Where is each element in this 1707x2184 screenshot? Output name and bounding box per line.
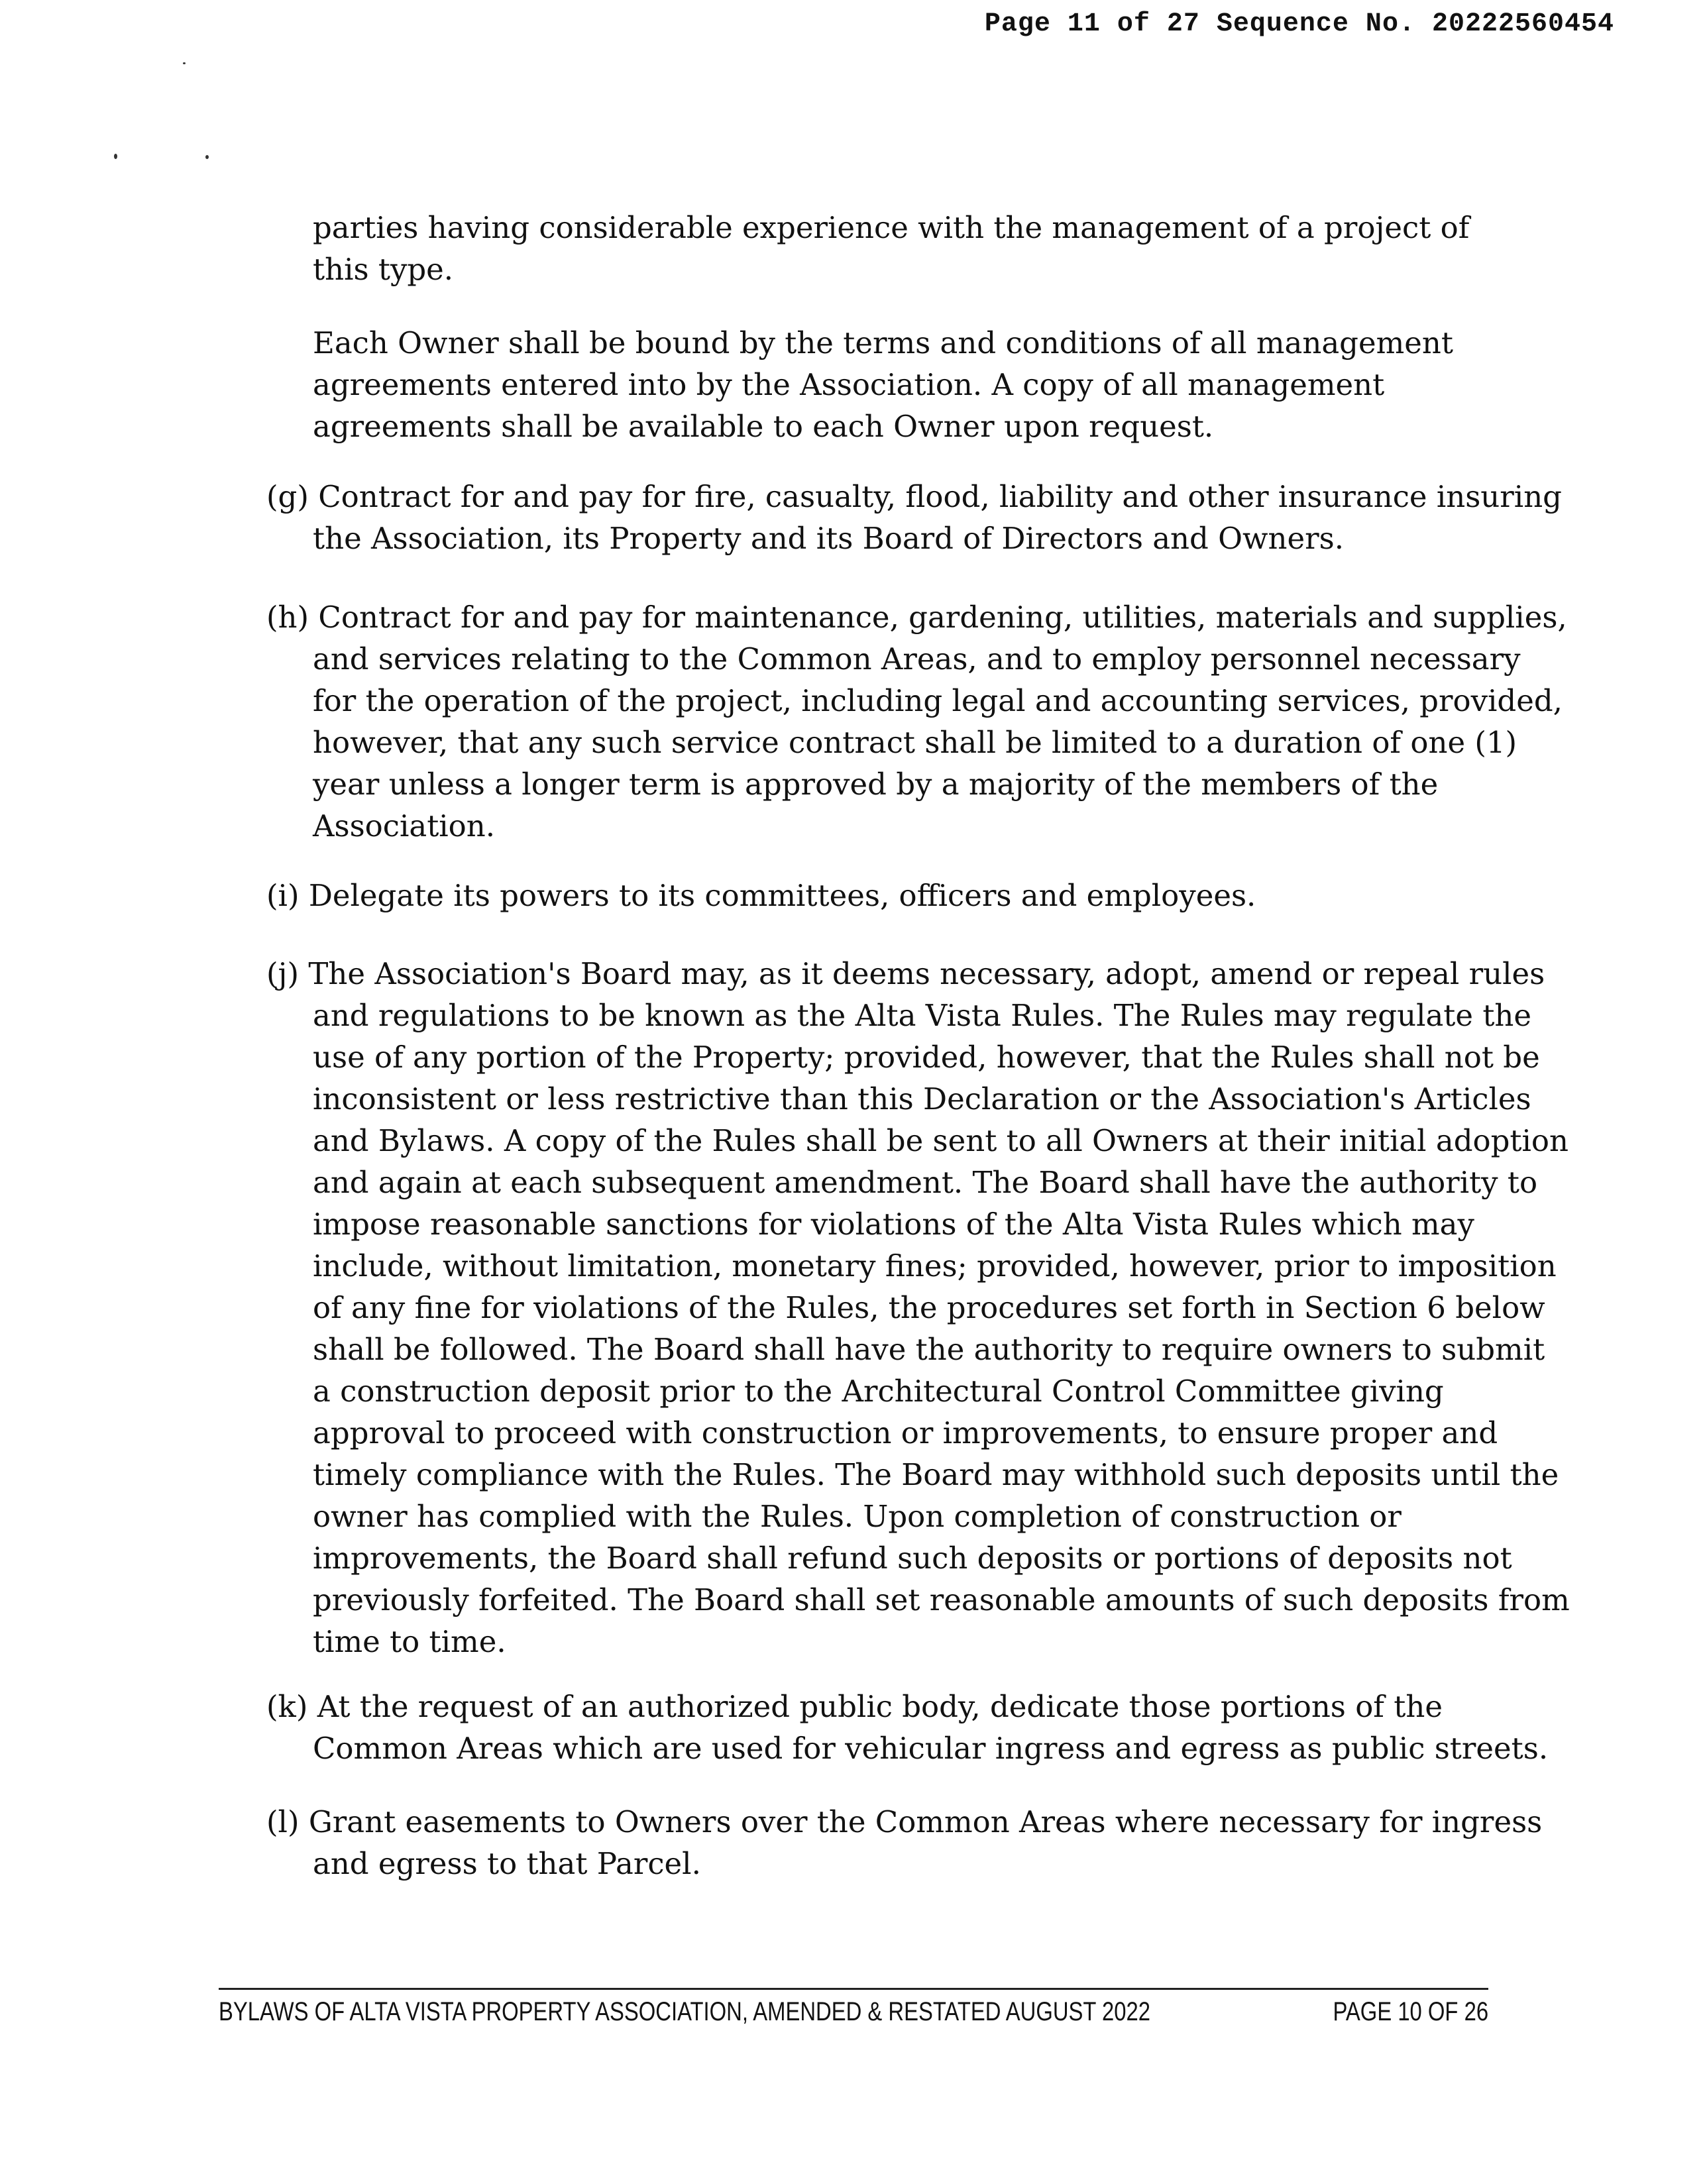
list-item-j — [266, 953, 1572, 1663]
list-item-text: Grant easements to Owners over the Common Areas where necessary for ingress and egress to that Parcel. — [308, 1804, 1543, 1881]
list-item-text: At the request of an authorized public body, dedicate those portions of the Common Areas which are used for vehicular ingress and egress as public streets. — [313, 1689, 1549, 1766]
list-item-label: (h) — [266, 600, 309, 635]
scan-speck — [183, 62, 186, 64]
list-item-g — [266, 476, 1572, 559]
scan-speck — [205, 155, 209, 159]
list-item-h — [266, 596, 1572, 847]
list-item-text: Contract for and pay for maintenance, gardening, utilities, materials and supplies, and services relating to the Common Areas, and to employ personnel necessary for the operation of the project, including legal and accounting services, provided, however, that any such service contract shall be limited to a duration of one (1) year unless a longer term is approved by a majority of the members of the Association. — [313, 600, 1567, 844]
footer-page-number: PAGE 10 OF 26 — [1333, 1997, 1488, 2026]
intro-paragraph: parties having considerable experience with the management of a project of this type. — [313, 210, 1470, 287]
footer-document-title: BYLAWS OF ALTA VISTA PROPERTY ASSOCIATION, AMENDED & RESTATED AUGUST 2022 — [219, 1997, 1150, 2026]
list-item-text: The Association's Board may, as it deems necessary, adopt, amend or repeal rules and regulations to be known as the Alta Vista Rules. The Rules may regulate the use of any portion of the Property; provided, however, that the Rules shall not be inconsistent or less restrictive than this Declaration or the Association's Articles and Bylaws. A copy of the Rules shall be sent to all Owners at their initial adoption and again at each subsequent amendment. The Board shall have the authority to impose reasonable sanctions for violations of the Alta Vista Rules which may include, without limitation, monetary fines; provided, however, prior to imposition of any fine for violations of the Rules, the procedures set forth in Section 6 below shall be followed. The Board shall have the authority to require owners to submit a construction deposit prior to the Architectural Control Committee giving approval to proceed with construction or improvements, to ensure proper and timely compliance with the Rules. The Board may withhold such deposits until the owner has complied with the Rules. Upon completion of construction or improvements, the Board shall refund such deposits or portions of deposits not previously forfeited. The Board shall set reasonable amounts of such deposits from time to time. — [308, 956, 1570, 1659]
list-item-label: (j) — [266, 956, 300, 991]
list-item-l — [266, 1801, 1572, 1884]
list-item-label: (g) — [266, 479, 309, 514]
footer-divider — [219, 1988, 1488, 1990]
list-item-label: (i) — [266, 878, 300, 913]
list-item-label: (k) — [266, 1689, 308, 1724]
list-item-label: (l) — [266, 1804, 300, 1839]
list-item-i — [266, 875, 1572, 916]
recording-stamp: Page 11 of 27 Sequence No. 20222560454 — [984, 9, 1614, 39]
list-item-k — [266, 1686, 1572, 1769]
management-agreements-paragraph: Each Owner shall be bound by the terms and conditions of all management agreements entered into by the Association. A copy of all management agreements shall be available to each Owner upon request. — [313, 325, 1453, 444]
scan-speck — [114, 154, 117, 159]
list-item-text: Delegate its powers to its committees, officers and employees. — [308, 878, 1256, 913]
list-item-text: Contract for and pay for fire, casualty, flood, liability and other insurance insuring the Association, its Property and its Board of Directors and Owners. — [313, 479, 1562, 556]
